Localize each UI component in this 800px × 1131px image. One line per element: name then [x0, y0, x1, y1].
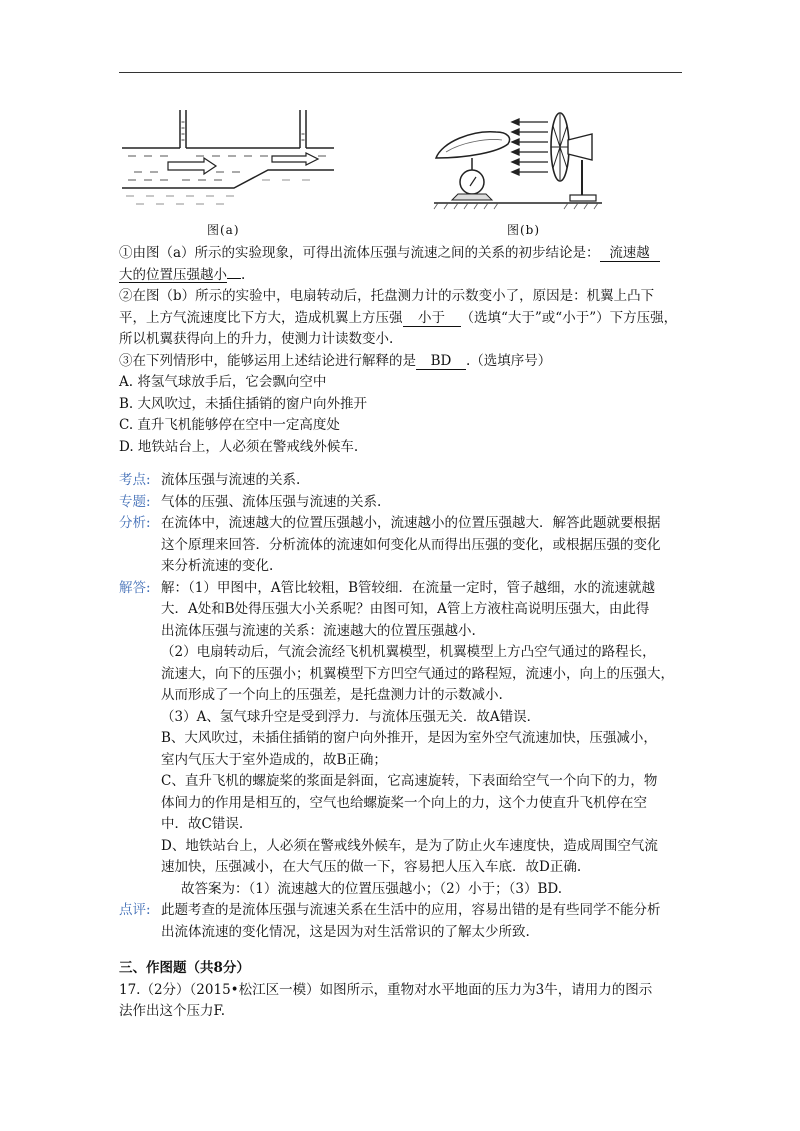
q2-answer: 小于	[403, 310, 461, 327]
q1-answer-a: 流速越	[600, 245, 660, 262]
option-b: B. 大风吹过，未插住插销的窗户向外推开	[119, 395, 368, 412]
section-block	[119, 958, 684, 1023]
dianping-row: 点评: 此题考查的是流体压强与流速关系在生活中的应用，容易出错的是有些同学不能分析 出流体流速的变化情况，这是因为对生活常识的了解太少所致.	[119, 902, 661, 940]
zhuanti-row	[119, 492, 684, 514]
pipe-flow-diagram	[122, 100, 334, 214]
jieda-row: 解答: 解：（1）甲图中，A管比较粗，B管较细．在流量一定时，管子越细，水的流速就越 大．A处和B处得压强大小关系呢？由图可知，A管上方液柱高说明压强大，由此得 出流体压强与流速的关系：流速越大的位置压强越小. （2）电扇转动后，气流会流经飞机机翼模型，机翼模型上方凸空气通过的路程长， 流速大，向下的压强小；机翼模型下方凹空气通过的路程短，流速小，向上的压强大， 从而形成了一个向上的压强差，是托盘测力计的示数减小. （3）A、氢气球升空是受到浮力．与流体压强无关．故A错误． B、大风吹过，未插住插销的窗户向外推开，是因为室外空气流速加快，压强减小， 室内气压大于室外造成的，故B正确； C、直升飞机的螺旋桨的浆面是斜面，它高速旋转，下表面给空气一个向下的力，物 体间力的作用是相互的，空气也给螺旋桨一个向上的力，这个力使直升飞机停在空 中．故C错误. D、地铁站台上，人必须在警戒线外候车，是为了防止火车速度快，造成周围空气流 速加快，压强减小，在大气压的做一下，容易把人压入车底．故D正确. 故答案为：（1）流速越大的位置压强越小；（2）小于；（3）BD.	[119, 578, 684, 901]
q17-line-1: 17.（2分）（2015•松江区一模）如图所示，重物对水平地面的压力为3牛，请用力的图示	[119, 981, 653, 998]
option-c: C. 直升飞机能够停在空中一定高度处	[119, 417, 340, 433]
q2-line-2: 平，上方气流速度比下方大，造成机翼上方压强 小于 （选填“大于”或“小于”）下方压强，	[119, 309, 678, 326]
fenxi-label: 分析:	[119, 515, 151, 531]
figure-a-caption: 图(a)	[207, 223, 240, 237]
kaodian-label: 考点:	[119, 472, 151, 488]
final-answer: 故答案为：（1）流速越大的位置压强越小；（2）小于；（3）BD.	[181, 880, 563, 897]
q2-line-3: 所以机翼获得向上的升力，使测力计读数变小.	[119, 331, 394, 347]
q1-line-1: ①由图（a）所示的实验现象，可得出流体压强与流速之间的关系的初步结论是： 流速越	[119, 243, 684, 265]
figure-a	[122, 100, 334, 214]
analysis-block	[119, 470, 684, 943]
option-d: D. 地铁站台上，人必须在警戒线外候车.	[119, 438, 359, 455]
q2-line-1: ②在图（b）所示的实验中，电扇转动后，托盘测力计的示数变小了，原因是：机翼上凸下	[119, 288, 655, 304]
option-a: A. 将氢气球放手后，它会飘向空中	[119, 374, 327, 390]
zhuanti-text: 气体的压强、流体压强与流速的关系.	[161, 493, 382, 510]
fenxi-row: 分析: 在流体中，流速越大的位置压强越小，流速越小的位置压强越大．解答此题就要根据 这个原理来回答．分析流体的流速如何变化从而得出压强的变化，或根据压强的变化 来分析流速的变化.	[119, 515, 661, 574]
q1-answer-b: 大的位置压强越小	[119, 266, 227, 283]
header-rule	[119, 72, 682, 73]
kaodian-row	[119, 470, 684, 492]
q17-line-2: 法作出这个压力F.	[119, 1003, 226, 1019]
q1-line-2: 大的位置压强越小 .	[119, 266, 246, 283]
q3-answer: BD	[416, 353, 466, 370]
jieda-label: 解答:	[119, 579, 151, 596]
dianping-label: 点评:	[119, 902, 151, 918]
kaodian-text: 流体压强与流速的关系.	[161, 472, 301, 488]
q3-line: ③在下列情形中，能够运用上述结论进行解释的是 BD .（选填序号）	[119, 352, 552, 369]
zhuanti-label: 专题:	[119, 493, 151, 510]
question-block	[119, 243, 684, 458]
wing-fan-diagram	[432, 100, 604, 214]
section-title: 三、作图题（共8分）	[119, 960, 250, 976]
figure-b	[432, 100, 604, 214]
figure-b-caption: 图(b)	[507, 223, 541, 237]
